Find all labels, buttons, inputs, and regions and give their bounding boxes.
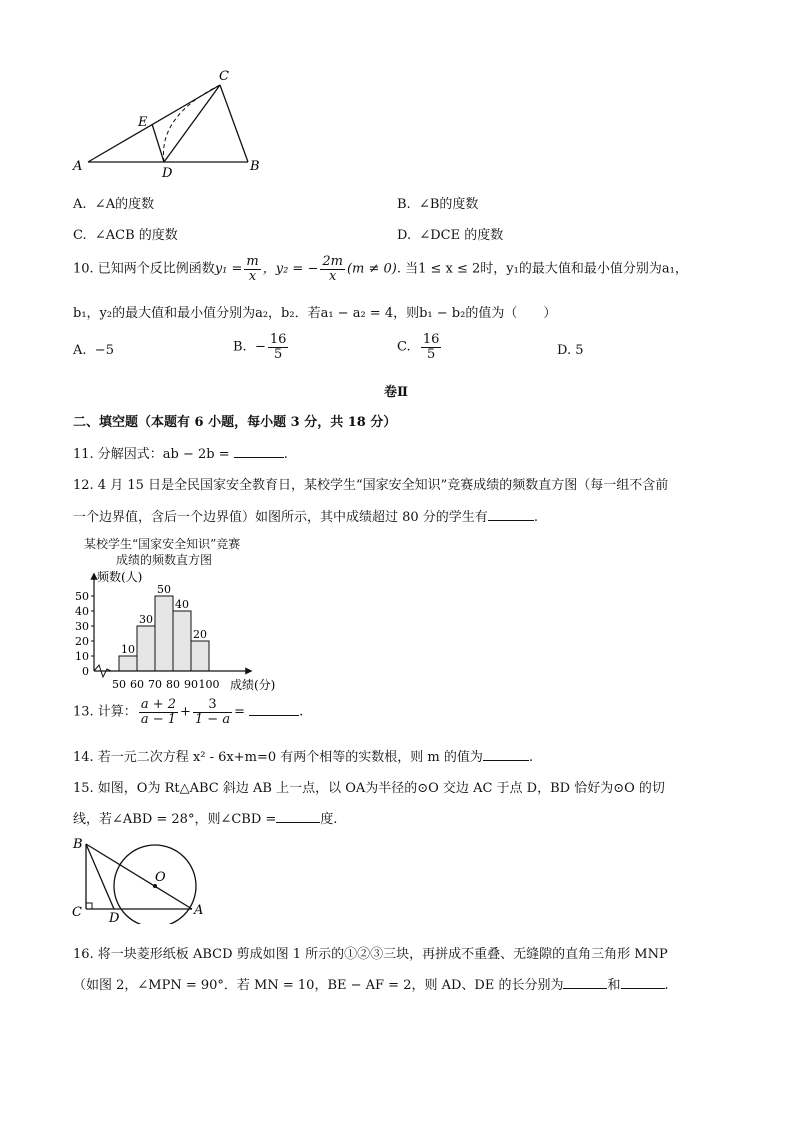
bar-60-70: [137, 626, 155, 671]
histogram-title-line1: 某校学生“国家安全知识”竞赛: [84, 537, 241, 551]
y-tick-label-20: 20: [75, 635, 89, 648]
y-tick-label-40: 40: [75, 605, 89, 618]
x-tick-label-70: 70: [148, 678, 162, 691]
bar-label-70-80: 50: [157, 583, 171, 596]
volume-title: 卷Ⅱ: [384, 385, 408, 400]
x-tick-label-60: 60: [130, 678, 144, 691]
q10-line2: b₁，y₂的最大值和最小值分别为a₂，b₂．若a₁ − a₂ = 4，则b₁ − b₂的值为（ ）: [73, 306, 557, 321]
q10-frac-y1: $\frac{m}{x}$: [246, 254, 259, 284]
q9-label-E: E: [138, 115, 148, 130]
q15-label-D: D: [109, 911, 120, 924]
q15-line-BD: [86, 844, 114, 909]
q14: 14. 若一元二次方程 x² - 6x+m=0 有两个相等的实数根，则 m 的值为 .: [73, 750, 533, 765]
x-axis-title: 成绩(分): [230, 678, 276, 692]
q9-line-ED: [152, 124, 164, 162]
q10-option-a: A. −5: [73, 343, 114, 358]
q10-line1: 10. 已知两个反比例函数y₁ = $\frac{m}{x}$ ，y₂ = − $\frac{2m}{x}$ (m ≠ 0). 当1 ≤ x ≤ 2时，y₁的最大值和最小值分别为a₁，: [73, 254, 688, 284]
q13: 13. 计算： $\frac{a + 2}{a - 1}$ + $\frac{3}{1 - a}$ = .: [73, 697, 304, 727]
q9-figure: [70, 66, 270, 181]
q15-line1: 15. 如图，O为 Rt△ABC 斜边 AB 上一点，以 OA为半径的⊙O 交边 AC 于点 D，BD 恰好为⊙O 的切: [73, 781, 665, 796]
bar-label-80-90: 40: [175, 598, 189, 611]
y-tick-label-30: 30: [75, 620, 89, 633]
q10-frac-y2: $\frac{2m}{x}$: [322, 254, 343, 284]
bar-label-90-100: 20: [193, 628, 207, 641]
q15-right-angle-mark: [86, 903, 92, 909]
q15-label-O: O: [155, 870, 166, 885]
x-tick-label-100: 100: [198, 678, 220, 691]
histogram-title-line2: 成绩的频数直方图: [116, 553, 213, 567]
q12-line1: 12. 4 月 15 日是全民国家安全教育日，某校学生“国家安全知识”竞赛成绩的频数直方图（每一组不含前: [73, 478, 669, 493]
q15-figure: [68, 834, 213, 924]
x-tick-label-90: 90: [184, 678, 198, 691]
bar-70-80: [155, 596, 173, 671]
q9-label-A: A: [73, 159, 83, 174]
q16-line1: 16. 将一块菱形纸板 ABCD 剪成如图 1 所示的①②③三块，再拼成不重叠、无缝隙的直角三角形 MNP: [73, 947, 668, 962]
q9-label-D: D: [162, 166, 173, 181]
q10-option-b: B. − $\frac{16}{5}$: [233, 332, 287, 362]
q15-line-BA: [86, 844, 192, 909]
y-tick-label-50: 50: [75, 590, 89, 603]
y-axis-title: 频数(人): [97, 570, 143, 584]
q9-label-C: C: [219, 69, 229, 84]
q9-line-DC: [164, 85, 220, 162]
section2-title: 二、填空题（本题有 6 小题，每小题 3 分，共 18 分）: [73, 415, 397, 430]
q9-option-c: C. ∠ACB 的度数: [73, 228, 178, 243]
bar-50-60: [119, 656, 137, 671]
q16-line2: （如图 2，∠MPN = 90°．若 MN = 10，BE − AF = 2，则 AD、DE 的长分别为 和 .: [73, 978, 669, 993]
q9-line-BC: [220, 85, 248, 162]
q9-option-b: B. ∠B的度数: [397, 197, 479, 212]
q9-label-B: B: [250, 159, 260, 174]
q10-option-c: C. $\frac{16}{5}$: [397, 332, 440, 362]
bar-label-50-60: 10: [121, 643, 135, 656]
x-tick-label-80: 80: [166, 678, 180, 691]
bar-90-100: [191, 641, 209, 671]
histogram-chart: [68, 566, 298, 692]
q15-line2: 线，若∠ABD = 28°，则∠CBD = 度.: [73, 812, 338, 827]
q9-option-a: A. ∠A的度数: [73, 197, 155, 212]
bar-80-90: [173, 611, 191, 671]
q15-label-C: C: [72, 905, 82, 920]
y-tick-label-0: 0: [82, 665, 89, 678]
q10-option-d: D. 5: [557, 343, 584, 358]
q15-label-A: A: [194, 903, 204, 918]
y-tick-label-10: 10: [75, 650, 89, 663]
bar-label-60-70: 30: [139, 613, 153, 626]
q11: 11. 分解因式：ab − 2b = .: [73, 447, 288, 462]
q12-line2: 一个边界值，含后一个边界值）如图所示，其中成绩超过 80 分的学生有 .: [73, 510, 538, 525]
q9-option-d: D. ∠DCE 的度数: [397, 228, 504, 243]
x-tick-label-50: 50: [112, 678, 126, 691]
q15-label-B: B: [73, 837, 83, 852]
